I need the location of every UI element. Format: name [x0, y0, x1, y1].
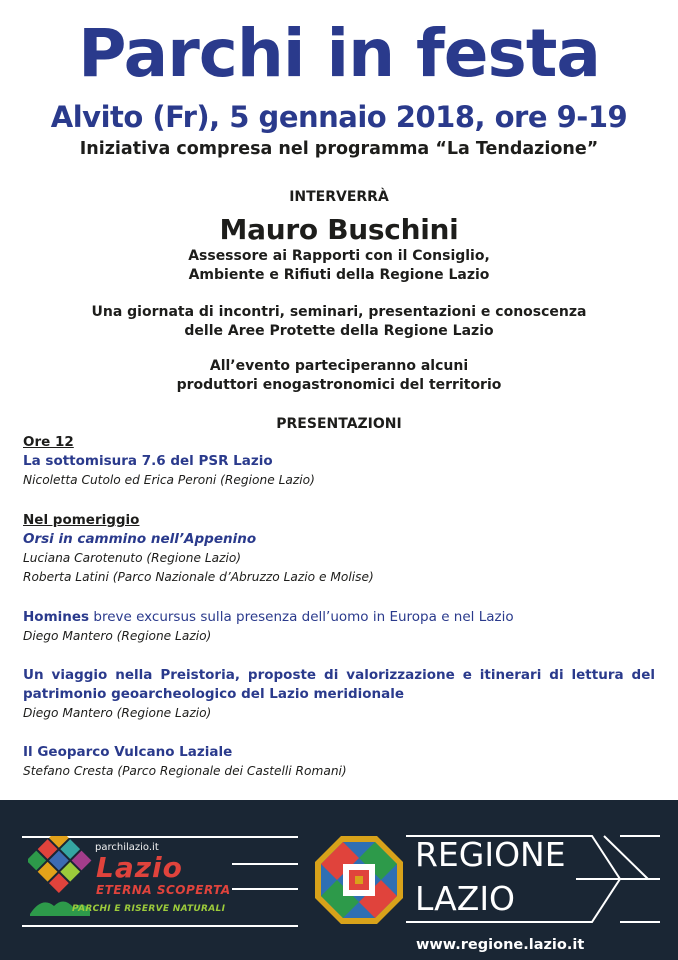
footer-line — [232, 888, 298, 890]
talk-speaker: Stefano Cresta (Parco Regionale dei Castelli Romani) — [23, 764, 347, 778]
region-name-line-1: REGIONE — [415, 835, 566, 874]
talk-title: Il Geoparco Vulcano Laziale — [23, 744, 233, 760]
session-time: Nel pomeriggio — [23, 512, 140, 528]
program-note: Iniziativa compresa nel programma “La Tendazione” — [79, 139, 599, 159]
talk-title-continued: patrimonio geoarcheologico del Lazio meridionale — [23, 686, 405, 702]
speaker-name: Mauro Buschini — [219, 213, 459, 246]
talk-title-rest: breve excursus sulla presenza dell’uomo in Europa e nel Lazio — [89, 609, 514, 625]
event-date-location: Alvito (Fr), 5 gennaio 2018, ore 9-19 — [50, 100, 628, 134]
region-name-line-2: LAZIO — [415, 879, 516, 918]
session-afternoon — [23, 511, 655, 587]
talk-title-bold: Homines — [23, 609, 90, 625]
speaker-label: INTERVERRÀ — [289, 189, 389, 205]
session-geoparco — [23, 743, 655, 781]
description-line-1: Una giornata di incontri, seminari, presentazioni e conoscenza — [91, 304, 587, 320]
talk-title: La sottomisura 7.6 del PSR Lazio — [23, 453, 273, 469]
park-logo-tagline: ETERNA SCOPERTA — [96, 883, 231, 897]
footer-line — [232, 863, 298, 865]
talk-speaker: Nicoletta Cutolo ed Erica Peroni (Regione Lazio) — [23, 473, 315, 487]
talk-speaker: Diego Mantero (Regione Lazio) — [23, 706, 212, 720]
talk-speaker: Luciana Carotenuto (Regione Lazio) — [23, 551, 242, 565]
talk-title: Un viaggio nella Preistoria, proposte di valorizzazione e itinerari di lettura del — [23, 667, 655, 683]
park-logo-subtitle: PARCHI E RISERVE NATURALI — [72, 904, 226, 914]
park-logo-name: Lazio — [96, 851, 183, 884]
page-title: Parchi in festa — [78, 15, 600, 92]
producers-note — [0, 357, 678, 395]
talk-title — [23, 608, 655, 627]
producers-line-1: All’evento parteciperanno alcuni — [209, 358, 469, 374]
speaker-role-line-1: Assessore ai Rapporti con il Consiglio, — [188, 248, 490, 264]
talk-speaker: Roberta Latini (Parco Nazionale d’Abruzzo Lazio e Molise) — [23, 570, 374, 584]
session-homines — [23, 608, 655, 646]
talk-speaker: Diego Mantero (Regione Lazio) — [23, 629, 212, 643]
presentations-heading: PRESENTAZIONI — [276, 416, 402, 432]
producers-line-2: produttori enogastronomici del territorio — [176, 377, 502, 393]
speaker-role-line-2: Ambiente e Rifiuti della Regione Lazio — [188, 267, 490, 283]
website-url: www.regione.lazio.it — [416, 937, 585, 953]
regione-lazio-emblem — [313, 834, 405, 926]
session-preistoria — [23, 666, 655, 723]
event-description — [0, 303, 678, 341]
talk-title: Orsi in cammino nell’Appenino — [23, 531, 257, 547]
speaker-role — [0, 247, 678, 285]
session-time: Ore 12 — [23, 434, 74, 450]
session-ore-12 — [23, 433, 655, 490]
description-line-2: delle Aree Protette della Regione Lazio — [184, 323, 494, 339]
park-url: parchilazio.it — [95, 842, 159, 853]
